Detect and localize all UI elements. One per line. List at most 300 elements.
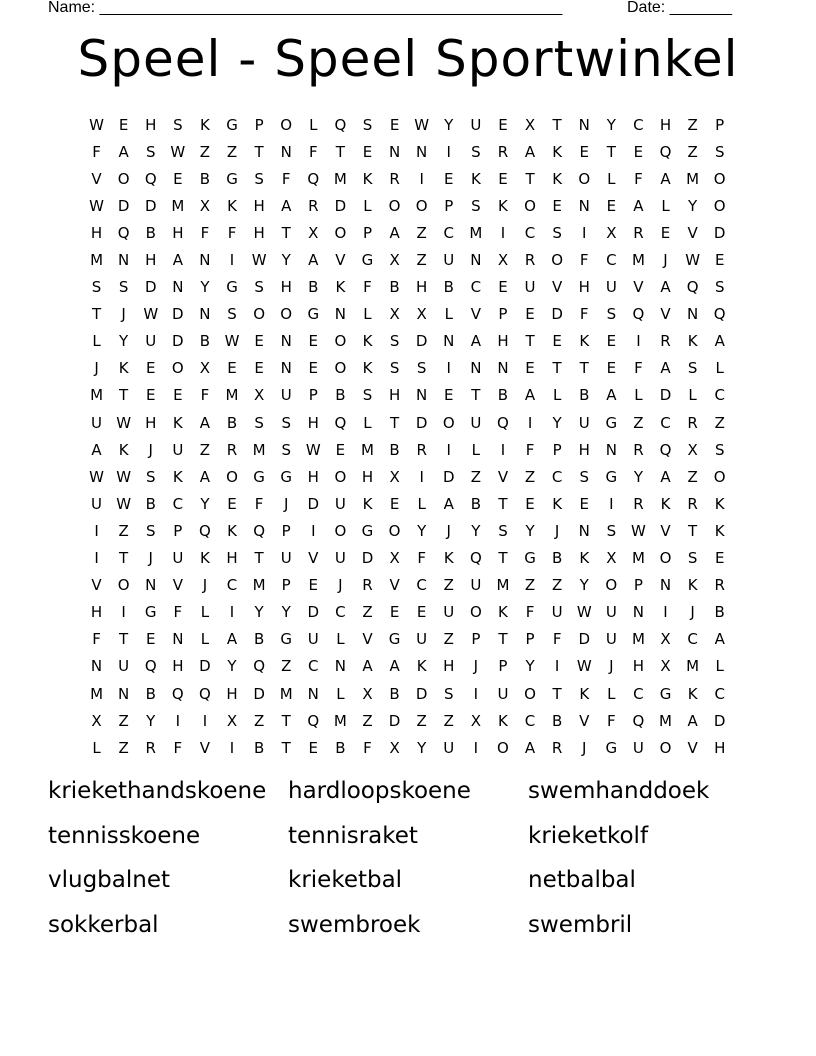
grid-letter[interactable]: R bbox=[633, 494, 644, 513]
grid-letter[interactable]: Y bbox=[417, 521, 427, 540]
grid-letter[interactable]: H bbox=[388, 386, 401, 405]
grid-letter[interactable]: E bbox=[444, 386, 454, 405]
grid-letter[interactable]: Z bbox=[118, 711, 129, 730]
grid-letter[interactable]: A bbox=[443, 494, 454, 513]
grid-letter[interactable]: C bbox=[606, 251, 617, 270]
grid-letter[interactable]: H bbox=[145, 413, 157, 432]
grid-letter[interactable]: E bbox=[173, 386, 183, 405]
grid-letter[interactable]: N bbox=[578, 196, 590, 215]
grid-letter[interactable]: X bbox=[362, 684, 373, 703]
grid-letter[interactable]: F bbox=[173, 738, 183, 757]
grid-letter[interactable]: V bbox=[362, 630, 373, 649]
grid-letter[interactable]: E bbox=[254, 359, 264, 378]
grid-letter[interactable]: H bbox=[659, 115, 672, 134]
grid-letter[interactable]: R bbox=[714, 576, 725, 595]
grid-letter[interactable]: I bbox=[94, 549, 99, 568]
grid-letter[interactable]: V bbox=[91, 169, 102, 188]
grid-letter[interactable]: S bbox=[254, 278, 264, 297]
grid-letter[interactable]: W bbox=[576, 657, 592, 676]
grid-letter[interactable]: Q bbox=[117, 223, 130, 242]
grid-letter[interactable]: T bbox=[91, 305, 102, 324]
grid-letter[interactable]: U bbox=[551, 603, 563, 622]
grid-letter[interactable]: S bbox=[714, 142, 725, 161]
grid-letter[interactable]: D bbox=[307, 494, 320, 513]
grid-letter[interactable]: C bbox=[687, 630, 698, 649]
grid-letter[interactable]: C bbox=[226, 576, 238, 595]
grid-letter[interactable]: Z bbox=[416, 251, 427, 270]
grid-letter[interactable]: S bbox=[498, 521, 508, 540]
grid-letter[interactable]: E bbox=[525, 494, 535, 513]
grid-letter[interactable]: T bbox=[389, 413, 400, 432]
grid-letter[interactable]: M bbox=[496, 576, 510, 595]
grid-letter[interactable]: E bbox=[335, 440, 346, 459]
grid-letter[interactable]: U bbox=[172, 549, 184, 568]
grid-letter[interactable]: D bbox=[199, 657, 211, 676]
grid-letter[interactable]: U bbox=[172, 440, 184, 459]
grid-letter[interactable]: N bbox=[118, 684, 130, 703]
grid-letter[interactable]: H bbox=[416, 278, 428, 297]
grid-letter[interactable]: Q bbox=[253, 657, 266, 676]
grid-letter[interactable]: N bbox=[416, 142, 428, 161]
grid-letter[interactable]: E bbox=[552, 332, 562, 351]
grid-letter[interactable]: F bbox=[552, 630, 562, 649]
grid-letter[interactable]: I bbox=[663, 603, 668, 622]
grid-letter[interactable]: F bbox=[579, 305, 589, 324]
grid-letter[interactable]: I bbox=[229, 603, 235, 622]
grid-letter[interactable]: Y bbox=[633, 467, 643, 486]
grid-letter[interactable]: V bbox=[199, 738, 211, 757]
grid-letter[interactable]: B bbox=[226, 413, 238, 432]
grid-letter[interactable]: A bbox=[606, 386, 617, 405]
grid-letter[interactable]: E bbox=[416, 603, 427, 622]
grid-letter[interactable]: K bbox=[118, 359, 129, 378]
grid-letter[interactable]: I bbox=[311, 521, 316, 540]
grid-letter[interactable]: A bbox=[172, 251, 183, 270]
grid-letter[interactable]: N bbox=[172, 278, 184, 297]
grid-letter[interactable]: G bbox=[605, 413, 618, 432]
grid-letter[interactable]: E bbox=[498, 169, 508, 188]
grid-letter[interactable]: Y bbox=[417, 738, 427, 757]
grid-letter[interactable]: Z bbox=[443, 576, 454, 595]
grid-letter[interactable]: L bbox=[363, 413, 372, 432]
grid-letter[interactable]: V bbox=[335, 251, 346, 270]
grid-letter[interactable]: L bbox=[715, 657, 724, 676]
grid-letter[interactable]: E bbox=[389, 115, 400, 134]
grid-letter[interactable]: K bbox=[227, 196, 237, 215]
grid-letter[interactable]: Z bbox=[443, 711, 454, 730]
grid-letter[interactable]: G bbox=[280, 630, 293, 649]
grid-letter[interactable]: S bbox=[552, 223, 562, 242]
grid-letter[interactable]: B bbox=[389, 278, 400, 297]
grid-letter[interactable]: U bbox=[145, 332, 157, 351]
grid-letter[interactable]: F bbox=[363, 278, 372, 297]
grid-letter[interactable]: B bbox=[497, 386, 509, 405]
grid-letter[interactable]: S bbox=[714, 440, 725, 459]
grid-letter[interactable]: G bbox=[388, 630, 401, 649]
grid-letter[interactable]: J bbox=[148, 549, 153, 568]
grid-letter[interactable]: K bbox=[498, 711, 508, 730]
grid-letter[interactable]: L bbox=[336, 684, 345, 703]
grid-letter[interactable]: Z bbox=[416, 711, 427, 730]
grid-letter[interactable]: D bbox=[144, 196, 157, 215]
grid-letter[interactable]: X bbox=[91, 711, 102, 730]
grid-letter[interactable]: Y bbox=[254, 603, 264, 622]
grid-letter[interactable]: F bbox=[417, 549, 426, 568]
grid-letter[interactable]: A bbox=[308, 251, 319, 270]
grid-letter[interactable]: N bbox=[578, 521, 590, 540]
grid-letter[interactable]: E bbox=[552, 196, 562, 215]
grid-letter[interactable]: A bbox=[118, 142, 129, 161]
grid-letter[interactable]: T bbox=[281, 223, 291, 242]
grid-letter[interactable]: L bbox=[309, 115, 318, 134]
grid-letter[interactable]: N bbox=[443, 332, 455, 351]
grid-letter[interactable]: I bbox=[229, 251, 235, 270]
grid-letter[interactable]: Q bbox=[632, 305, 645, 324]
grid-letter[interactable]: K bbox=[470, 169, 481, 188]
grid-letter[interactable]: X bbox=[389, 467, 400, 486]
grid-letter[interactable]: V bbox=[687, 223, 698, 242]
grid-letter[interactable]: O bbox=[171, 359, 184, 378]
grid-letter[interactable]: E bbox=[579, 142, 589, 161]
grid-letter[interactable]: C bbox=[335, 603, 346, 622]
grid-letter[interactable]: X bbox=[687, 440, 698, 459]
grid-letter[interactable]: W bbox=[305, 440, 321, 459]
grid-letter[interactable]: I bbox=[121, 603, 126, 622]
grid-letter[interactable]: N bbox=[280, 359, 292, 378]
grid-letter[interactable]: H bbox=[226, 684, 238, 703]
grid-letter[interactable]: E bbox=[498, 115, 508, 134]
grid-letter[interactable]: O bbox=[280, 305, 293, 324]
grid-letter[interactable]: S bbox=[362, 115, 373, 134]
grid-letter[interactable]: E bbox=[173, 169, 183, 188]
grid-letter[interactable]: E bbox=[308, 359, 319, 378]
grid-letter[interactable]: I bbox=[636, 332, 641, 351]
grid-letter[interactable]: P bbox=[444, 196, 454, 215]
grid-letter[interactable]: Q bbox=[144, 657, 157, 676]
grid-letter[interactable]: W bbox=[685, 251, 701, 270]
grid-letter[interactable]: M bbox=[631, 549, 645, 568]
grid-letter[interactable]: E bbox=[145, 630, 156, 649]
grid-letter[interactable]: S bbox=[145, 521, 156, 540]
grid-letter[interactable]: V bbox=[308, 549, 319, 568]
grid-letter[interactable]: T bbox=[525, 169, 535, 188]
grid-letter[interactable]: Y bbox=[227, 657, 237, 676]
grid-letter[interactable]: K bbox=[552, 494, 563, 513]
grid-letter[interactable]: H bbox=[443, 657, 455, 676]
grid-letter[interactable]: U bbox=[91, 494, 103, 513]
grid-letter[interactable]: I bbox=[609, 494, 614, 513]
grid-letter[interactable]: Q bbox=[334, 413, 347, 432]
grid-letter[interactable]: M bbox=[686, 169, 700, 188]
grid-letter[interactable]: W bbox=[414, 115, 430, 134]
grid-letter[interactable]: T bbox=[119, 549, 129, 568]
grid-letter[interactable]: H bbox=[145, 115, 157, 134]
grid-letter[interactable]: M bbox=[90, 251, 104, 270]
grid-letter[interactable]: A bbox=[660, 359, 671, 378]
grid-letter[interactable]: S bbox=[444, 684, 454, 703]
grid-letter[interactable]: D bbox=[117, 196, 130, 215]
grid-letter[interactable]: O bbox=[713, 196, 726, 215]
grid-letter[interactable]: P bbox=[498, 305, 508, 324]
grid-letter[interactable]: G bbox=[307, 305, 320, 324]
grid-letter[interactable]: M bbox=[171, 196, 185, 215]
grid-letter[interactable]: E bbox=[606, 196, 617, 215]
grid-letter[interactable]: W bbox=[170, 142, 186, 161]
grid-letter[interactable]: F bbox=[92, 630, 101, 649]
grid-letter[interactable]: U bbox=[524, 278, 536, 297]
grid-letter[interactable]: Q bbox=[659, 142, 672, 161]
grid-letter[interactable]: Z bbox=[470, 467, 481, 486]
grid-letter[interactable]: A bbox=[226, 630, 238, 649]
grid-letter[interactable]: I bbox=[419, 467, 424, 486]
grid-letter[interactable]: H bbox=[90, 603, 103, 622]
grid-letter[interactable]: Z bbox=[118, 738, 129, 757]
grid-letter[interactable]: D bbox=[415, 332, 428, 351]
grid-letter[interactable]: J bbox=[582, 738, 587, 757]
grid-letter[interactable]: H bbox=[90, 223, 103, 242]
grid-letter[interactable]: D bbox=[713, 223, 726, 242]
grid-letter[interactable]: K bbox=[362, 359, 373, 378]
grid-letter[interactable]: V bbox=[389, 576, 400, 595]
grid-letter[interactable]: S bbox=[389, 359, 400, 378]
grid-letter[interactable]: O bbox=[524, 196, 536, 215]
grid-letter[interactable]: X bbox=[606, 223, 617, 242]
grid-letter[interactable]: E bbox=[227, 359, 237, 378]
grid-letter[interactable]: G bbox=[605, 738, 618, 757]
grid-letter[interactable]: D bbox=[172, 305, 184, 324]
grid-letter[interactable]: B bbox=[145, 684, 156, 703]
grid-letter[interactable]: U bbox=[470, 115, 482, 134]
grid-letter[interactable]: K bbox=[579, 549, 590, 568]
grid-letter[interactable]: I bbox=[229, 738, 235, 757]
grid-letter[interactable]: K bbox=[362, 169, 373, 188]
grid-letter[interactable]: O bbox=[253, 305, 266, 324]
grid-letter[interactable]: C bbox=[524, 223, 536, 242]
grid-letter[interactable]: U bbox=[605, 603, 617, 622]
grid-letter[interactable]: M bbox=[659, 711, 672, 730]
grid-letter[interactable]: T bbox=[606, 142, 616, 161]
grid-letter[interactable]: H bbox=[578, 440, 590, 459]
grid-letter[interactable]: C bbox=[443, 223, 454, 242]
grid-letter[interactable]: X bbox=[389, 549, 400, 568]
grid-letter[interactable]: A bbox=[524, 738, 536, 757]
grid-letter[interactable]: Y bbox=[200, 278, 210, 297]
grid-letter[interactable]: Z bbox=[524, 576, 536, 595]
grid-letter[interactable]: P bbox=[633, 576, 643, 595]
grid-letter[interactable]: Q bbox=[686, 278, 699, 297]
grid-letter[interactable]: O bbox=[578, 169, 591, 188]
grid-letter[interactable]: O bbox=[659, 738, 672, 757]
grid-letter[interactable]: C bbox=[470, 278, 482, 297]
grid-letter[interactable]: F bbox=[525, 440, 535, 459]
grid-letter[interactable]: T bbox=[119, 386, 129, 405]
grid-letter[interactable]: I bbox=[419, 169, 424, 188]
grid-letter[interactable]: D bbox=[659, 386, 672, 405]
grid-letter[interactable]: T bbox=[471, 386, 481, 405]
grid-letter[interactable]: L bbox=[92, 332, 101, 351]
grid-letter[interactable]: S bbox=[579, 467, 589, 486]
grid-letter[interactable]: I bbox=[473, 684, 479, 703]
grid-letter[interactable]: K bbox=[172, 413, 183, 432]
grid-letter[interactable]: A bbox=[524, 386, 536, 405]
grid-letter[interactable]: U bbox=[443, 738, 455, 757]
grid-letter[interactable]: Z bbox=[416, 223, 427, 242]
grid-letter[interactable]: G bbox=[524, 549, 536, 568]
grid-letter[interactable]: G bbox=[361, 251, 374, 270]
grid-letter[interactable]: F bbox=[227, 223, 237, 242]
grid-letter[interactable]: S bbox=[254, 413, 264, 432]
grid-letter[interactable]: E bbox=[525, 359, 535, 378]
grid-letter[interactable]: G bbox=[280, 467, 293, 486]
grid-letter[interactable]: A bbox=[660, 169, 671, 188]
grid-letter[interactable]: K bbox=[687, 576, 698, 595]
grid-letter[interactable]: J bbox=[338, 576, 343, 595]
grid-letter[interactable]: N bbox=[388, 142, 401, 161]
grid-letter[interactable]: C bbox=[660, 413, 671, 432]
grid-letter[interactable]: V bbox=[470, 305, 481, 324]
grid-letter[interactable]: M bbox=[333, 711, 347, 730]
grid-letter[interactable]: O bbox=[551, 251, 564, 270]
grid-letter[interactable]: W bbox=[116, 494, 132, 513]
grid-letter[interactable]: N bbox=[632, 603, 645, 622]
grid-letter[interactable]: D bbox=[388, 711, 401, 730]
grid-letter[interactable]: G bbox=[226, 115, 238, 134]
grid-letter[interactable]: Y bbox=[525, 657, 535, 676]
grid-letter[interactable]: U bbox=[416, 630, 428, 649]
grid-letter[interactable]: K bbox=[714, 521, 725, 540]
grid-letter[interactable]: M bbox=[225, 386, 239, 405]
grid-letter[interactable]: C bbox=[551, 467, 563, 486]
grid-letter[interactable]: X bbox=[606, 549, 617, 568]
grid-letter[interactable]: R bbox=[660, 332, 671, 351]
grid-letter[interactable]: W bbox=[89, 467, 104, 486]
grid-letter[interactable]: Q bbox=[334, 115, 347, 134]
grid-letter[interactable]: B bbox=[335, 386, 346, 405]
grid-letter[interactable]: G bbox=[253, 467, 265, 486]
grid-letter[interactable]: M bbox=[252, 576, 266, 595]
grid-letter[interactable]: L bbox=[661, 196, 670, 215]
grid-letter[interactable]: P bbox=[254, 115, 264, 134]
grid-letter[interactable]: L bbox=[336, 630, 345, 649]
grid-letter[interactable]: N bbox=[470, 359, 482, 378]
grid-letter[interactable]: R bbox=[308, 196, 319, 215]
grid-letter[interactable]: S bbox=[389, 332, 400, 351]
grid-letter[interactable]: U bbox=[280, 549, 292, 568]
grid-letter[interactable]: L bbox=[471, 440, 481, 459]
grid-letter[interactable]: F bbox=[634, 359, 643, 378]
grid-letter[interactable]: B bbox=[199, 169, 211, 188]
grid-letter[interactable]: B bbox=[145, 494, 156, 513]
grid-letter[interactable]: K bbox=[200, 115, 210, 134]
grid-letter[interactable]: O bbox=[334, 467, 347, 486]
grid-letter[interactable]: E bbox=[498, 278, 508, 297]
grid-letter[interactable]: K bbox=[172, 467, 183, 486]
grid-letter[interactable]: A bbox=[714, 630, 725, 649]
grid-letter[interactable]: L bbox=[363, 305, 372, 324]
grid-letter[interactable]: E bbox=[308, 332, 319, 351]
grid-letter[interactable]: W bbox=[116, 467, 132, 486]
grid-letter[interactable]: T bbox=[335, 142, 345, 161]
grid-letter[interactable]: B bbox=[389, 684, 400, 703]
grid-letter[interactable]: E bbox=[145, 386, 156, 405]
grid-letter[interactable]: R bbox=[389, 169, 400, 188]
grid-letter[interactable]: E bbox=[254, 332, 264, 351]
grid-letter[interactable]: D bbox=[361, 549, 374, 568]
grid-letter[interactable]: A bbox=[199, 413, 211, 432]
grid-letter[interactable]: X bbox=[470, 711, 481, 730]
grid-letter[interactable]: Z bbox=[253, 711, 265, 730]
grid-letter[interactable]: E bbox=[118, 115, 129, 134]
grid-letter[interactable]: K bbox=[335, 278, 346, 297]
grid-letter[interactable]: O bbox=[713, 169, 726, 188]
grid-letter[interactable]: N bbox=[659, 576, 672, 595]
grid-letter[interactable]: H bbox=[714, 738, 726, 757]
grid-letter[interactable]: O bbox=[334, 332, 347, 351]
grid-letter[interactable]: Q bbox=[659, 440, 672, 459]
grid-letter[interactable]: Y bbox=[119, 332, 129, 351]
grid-letter[interactable]: O bbox=[334, 223, 347, 242]
grid-letter[interactable]: U bbox=[470, 413, 482, 432]
grid-letter[interactable]: K bbox=[200, 549, 210, 568]
grid-letter[interactable]: O bbox=[442, 413, 455, 432]
grid-letter[interactable]: H bbox=[497, 332, 509, 351]
grid-letter[interactable]: B bbox=[308, 278, 319, 297]
grid-letter[interactable]: U bbox=[118, 657, 130, 676]
grid-letter[interactable]: O bbox=[388, 196, 401, 215]
grid-letter[interactable]: C bbox=[524, 711, 536, 730]
grid-letter[interactable]: I bbox=[446, 142, 451, 161]
grid-letter[interactable]: G bbox=[226, 169, 238, 188]
grid-letter[interactable]: Z bbox=[199, 142, 211, 161]
grid-letter[interactable]: K bbox=[552, 142, 563, 161]
grid-letter[interactable]: M bbox=[469, 223, 483, 242]
grid-letter[interactable]: X bbox=[660, 630, 671, 649]
grid-letter[interactable]: J bbox=[148, 440, 153, 459]
grid-letter[interactable]: S bbox=[145, 142, 156, 161]
grid-letter[interactable]: O bbox=[659, 549, 672, 568]
grid-letter[interactable]: D bbox=[172, 332, 184, 351]
grid-letter[interactable]: P bbox=[362, 223, 372, 242]
grid-letter[interactable]: Z bbox=[524, 467, 536, 486]
grid-letter[interactable]: U bbox=[307, 630, 319, 649]
grid-letter[interactable]: N bbox=[118, 251, 130, 270]
grid-letter[interactable]: O bbox=[334, 521, 347, 540]
grid-letter[interactable]: S bbox=[687, 359, 698, 378]
grid-letter[interactable]: X bbox=[389, 305, 400, 324]
grid-letter[interactable]: S bbox=[606, 521, 617, 540]
grid-letter[interactable]: D bbox=[334, 196, 347, 215]
grid-letter[interactable]: S bbox=[606, 305, 617, 324]
grid-letter[interactable]: W bbox=[89, 196, 104, 215]
grid-letter[interactable]: E bbox=[714, 251, 725, 270]
grid-letter[interactable]: S bbox=[471, 142, 481, 161]
grid-letter[interactable]: R bbox=[524, 251, 536, 270]
grid-letter[interactable]: L bbox=[200, 603, 210, 622]
grid-letter[interactable]: H bbox=[172, 657, 184, 676]
grid-letter[interactable]: H bbox=[578, 278, 590, 297]
grid-letter[interactable]: K bbox=[579, 684, 590, 703]
grid-letter[interactable]: U bbox=[632, 738, 644, 757]
grid-letter[interactable]: X bbox=[199, 196, 211, 215]
grid-letter[interactable]: Q bbox=[253, 521, 266, 540]
grid-letter[interactable]: Z bbox=[687, 115, 698, 134]
grid-letter[interactable]: X bbox=[416, 305, 427, 324]
grid-letter[interactable]: O bbox=[469, 603, 482, 622]
grid-letter[interactable]: Z bbox=[687, 142, 698, 161]
grid-letter[interactable]: S bbox=[227, 305, 237, 324]
grid-letter[interactable]: S bbox=[362, 386, 373, 405]
grid-letter[interactable]: K bbox=[552, 169, 563, 188]
